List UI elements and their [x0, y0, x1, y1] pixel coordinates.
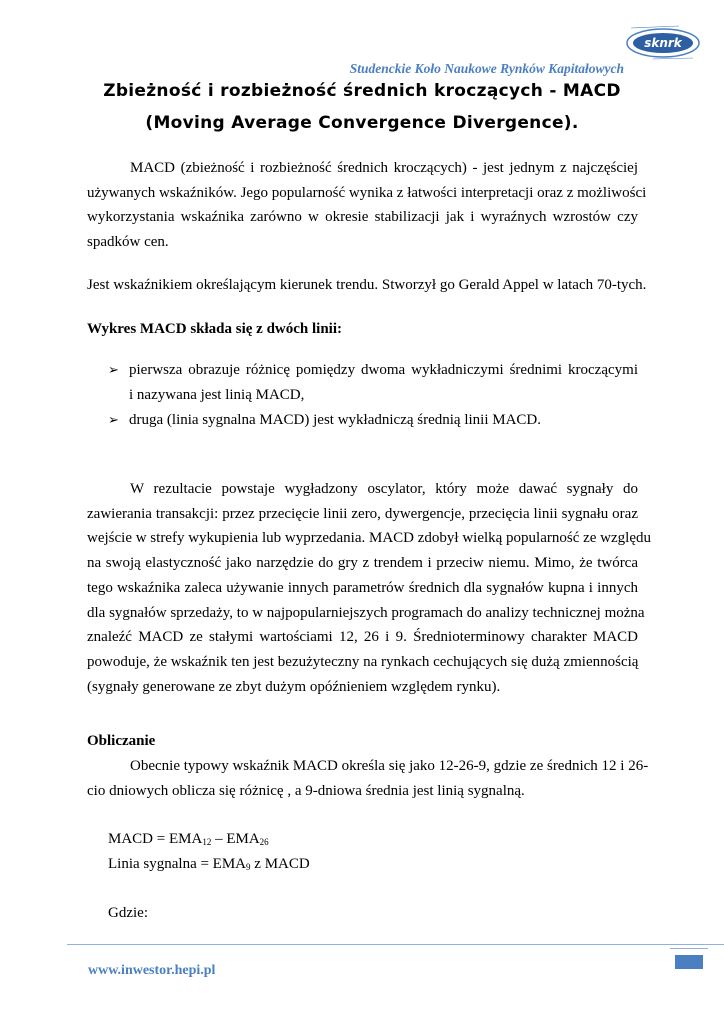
- result-line: tego wskaźnika zaleca używanie innych parametrów średnich dla sygnałów kupna i innych: [87, 579, 638, 596]
- result-line: W rezultacie powstaje wygładzony oscylator, który może dawać sygnały do: [130, 481, 638, 497]
- result-line: na swoją elastyczność jako narzędzie do gry z trendem i przeciw niemu. Mimo, że twórca: [87, 555, 638, 572]
- formula-text: MACD = EMA: [108, 831, 203, 847]
- calc-heading-text: Obliczanie: [87, 733, 156, 749]
- result-line: (sygnały generowane ze zbyt dużym opóźnieniem względem rynku).: [87, 678, 501, 695]
- bullet-text: druga (linia sygnalna MACD) jest wykładniczą średnią linii MACD.: [129, 412, 542, 428]
- result-line: dla sygnałów sprzedaży, to w najpopularniejszych programach do analizy technicznej można: [87, 604, 645, 621]
- arrow-bullet-icon: ➢: [108, 362, 119, 377]
- calc-line: Obecnie typowy wskaźnik MACD określa się jako 12-26-9, gdzie ze średnich 12 i 26-: [130, 758, 649, 774]
- svg-text:sknrk: sknrk: [644, 36, 682, 50]
- calc-line: cio dniowych oblicza się różnicę , a 9-dniowa średnia jest linią sygnalną.: [87, 782, 525, 799]
- result-line: powoduje, że wskaźnik ten jest bezużyteczny na rynkach cechujących się dużą zmiennością: [87, 653, 639, 670]
- macd-formula: [108, 831, 269, 848]
- organization-name: Studenckie Koło Naukowe Rynków Kapitałowych: [349, 61, 624, 76]
- intro-line: używanych wskaźników. Jego popularność wynika z łatwości interpretacji oraz z możliwości: [87, 184, 647, 201]
- footer-accent-line: [670, 948, 708, 949]
- lines-heading-text: Wykres MACD składa się z dwóch linii:: [87, 321, 343, 337]
- intro-line: wykorzystania wskaźnika zarówno w okresie stabilizacji jak i wyraźnych wzrostów czy: [87, 209, 638, 226]
- calc-heading: [87, 729, 638, 754]
- formula-text: z MACD: [250, 856, 310, 872]
- bullet-text: pierwsza obrazuje różnicę pomiędzy dwoma wykładniczymi średnimi kroczącymi: [129, 362, 638, 378]
- intro-line: spadków cen.: [87, 234, 169, 251]
- intro-line: MACD (zbieżność i rozbieżność średnich kroczących) - jest jednym z najczęściej: [130, 160, 638, 176]
- document-title-line2: (Moving Average Convergence Divergence).: [145, 113, 579, 133]
- sknrk-logo: [623, 22, 701, 62]
- bullet-text: i nazywana jest linią MACD,: [129, 386, 305, 403]
- signal-formula: [108, 856, 310, 873]
- lines-heading: [87, 317, 638, 342]
- document-title-line1: Zbieżność i rozbieżność średnich kroczących - MACD: [103, 81, 621, 101]
- result-line: znaleźć MACD ze stałymi wartościami 12, 26 i 9. Średnioterminowy charakter MACD: [87, 629, 638, 646]
- footer-divider: [67, 944, 724, 945]
- trend-paragraph: [87, 273, 647, 298]
- footer-url-link[interactable]: www.inwestor.hepi.pl: [88, 963, 216, 978]
- formula-text: – EMA: [211, 831, 260, 847]
- result-paragraph: [87, 477, 652, 699]
- formula-subscript: 12: [202, 837, 212, 847]
- where-label: Gdzie:: [108, 905, 148, 921]
- result-line: wejście w strefy wykupienia lub wyprzedania. MACD zdobył wielką popularność ze względu: [87, 530, 652, 547]
- calc-paragraph: [87, 754, 649, 803]
- formula-subscript: 26: [259, 837, 269, 847]
- result-line: zawierania transakcji: przez przecięcie linii zero, dywergencje, przecięcia linii sygnału oraz: [87, 505, 638, 522]
- formula-text: Linia sygnalna = EMA: [108, 856, 247, 872]
- formula-subscript: 9: [246, 862, 251, 872]
- intro-paragraph: [87, 156, 647, 255]
- arrow-bullet-icon: ➢: [108, 412, 119, 427]
- page-number-box: [675, 955, 703, 969]
- trend-sentence: Jest wskaźnikiem określającym kierunek trendu. Stworzył go Gerald Appel w latach 70-tych.: [87, 277, 647, 293]
